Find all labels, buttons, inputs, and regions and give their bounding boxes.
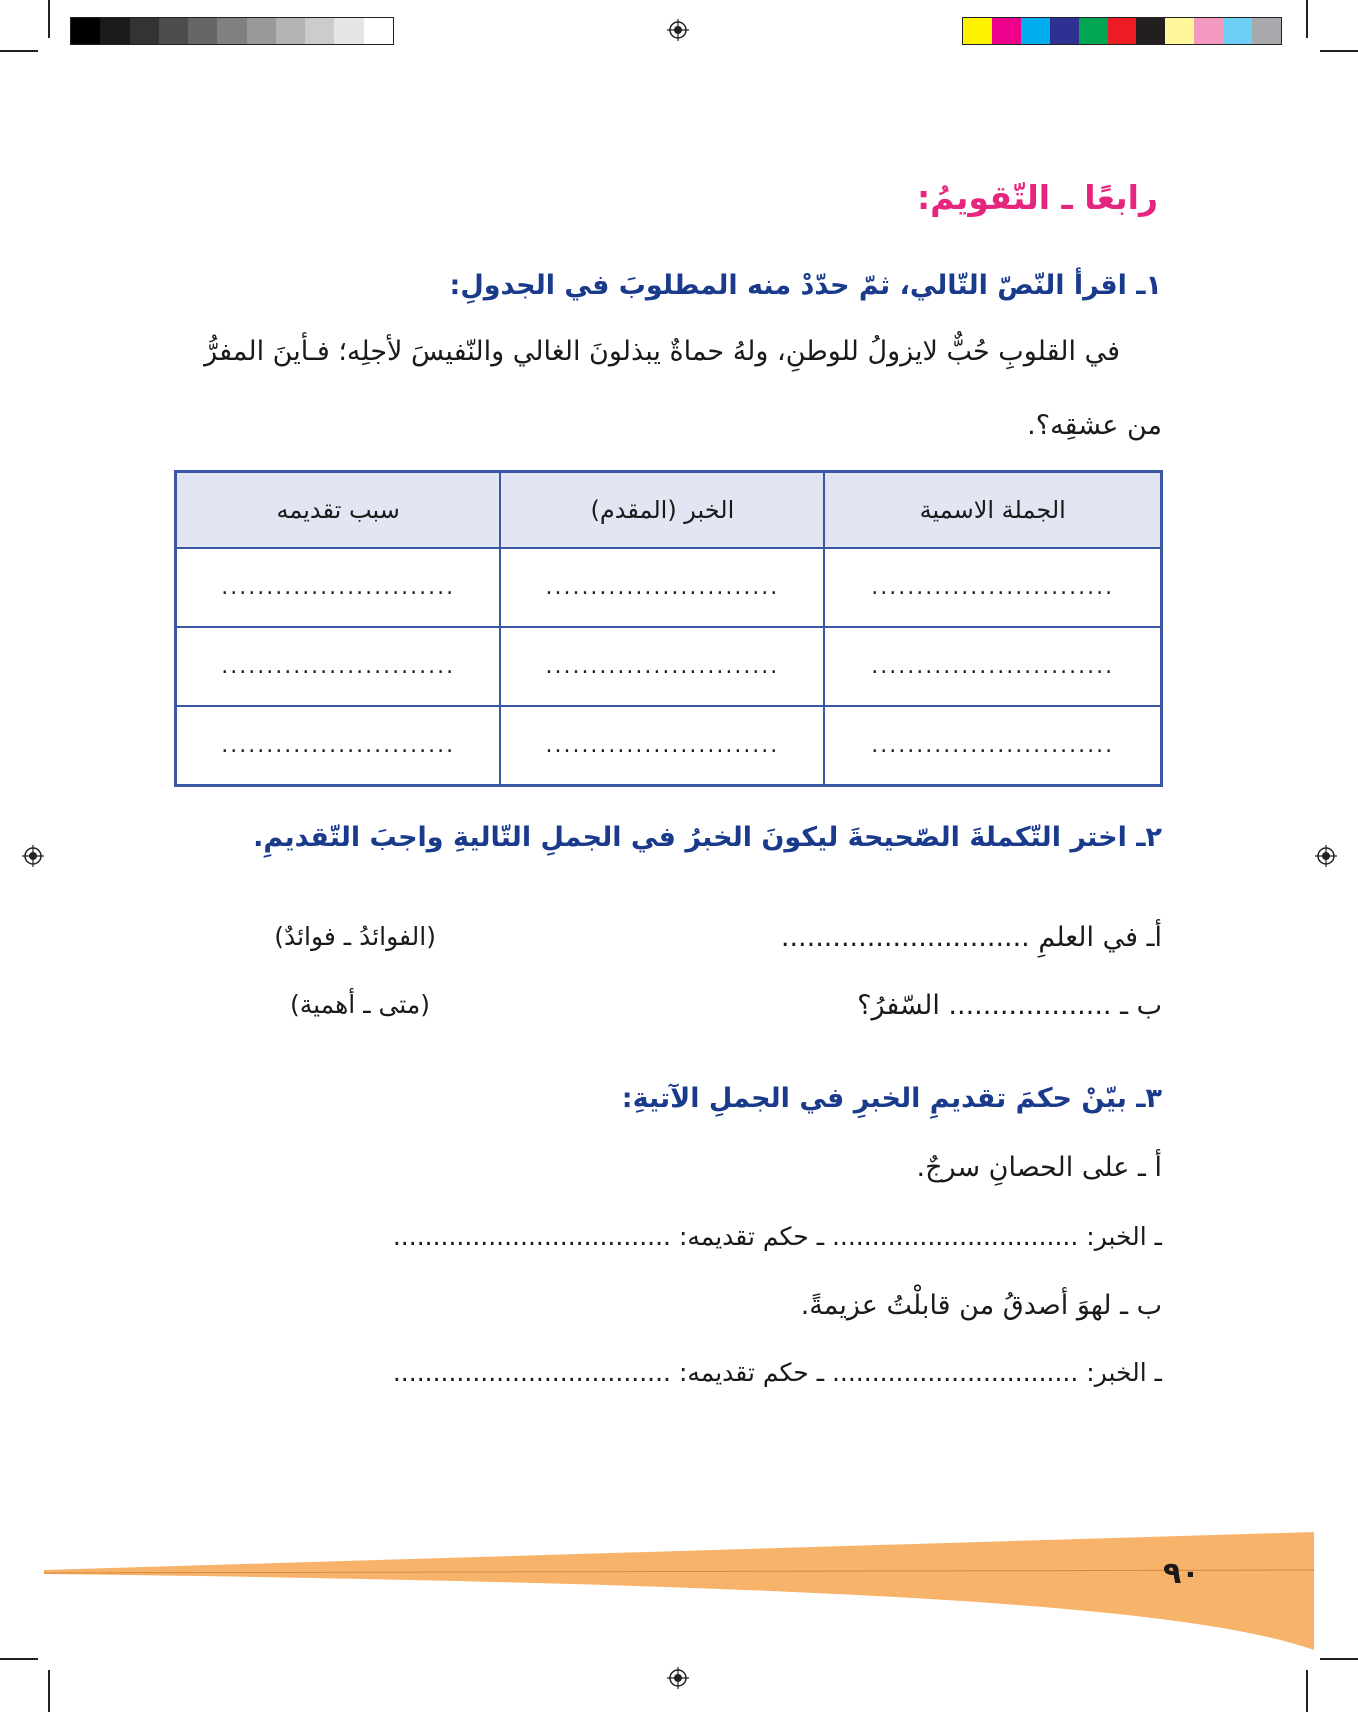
- color-swatch: [364, 18, 393, 44]
- question-3-heading: ٣ـ بيّنْ حكمَ تقديمِ الخبرِ في الجملِ الآتيةِ:: [621, 1083, 1162, 1114]
- answer-blank[interactable]: ..........................: [176, 548, 501, 627]
- answer-blank[interactable]: ...........................: [824, 627, 1161, 706]
- table-header-cell: سبب تقديمه: [176, 472, 501, 549]
- question-3a-text: أ ـ على الحصانِ سرجٌ.: [916, 1152, 1162, 1183]
- footer-decorative-band: [0, 1520, 1358, 1650]
- table-row: [176, 706, 1162, 786]
- color-swatch: [334, 18, 363, 44]
- crop-mark: [0, 50, 38, 52]
- crop-mark: [1320, 50, 1358, 52]
- color-swatch: [159, 18, 188, 44]
- question-1-text-line-2: من عشقِه؟.: [1027, 410, 1162, 441]
- crop-mark: [1306, 0, 1308, 38]
- question-3a-answer-line[interactable]: ـ الخبر: ............................... ـ حكم تقديمه: ...................................: [392, 1222, 1162, 1251]
- table-row: [176, 548, 1162, 627]
- color-calibration-bar: [962, 17, 1282, 45]
- crop-mark: [0, 1658, 38, 1660]
- page-number: ٩٠: [1163, 1556, 1200, 1591]
- color-swatch: [992, 18, 1021, 44]
- color-swatch: [305, 18, 334, 44]
- crop-mark: [48, 1670, 50, 1712]
- color-swatch: [1194, 18, 1223, 44]
- crop-mark: [1320, 1658, 1358, 1660]
- analysis-table: [174, 470, 1163, 787]
- question-2b-text: ب ـ ................... السّفرُ؟: [857, 990, 1162, 1021]
- question-3b-text: ب ـ لهوَ أصدقُ من قابلْتُ عزيمةً.: [800, 1290, 1162, 1321]
- table-header-cell: الخبر (المقدم): [500, 472, 824, 549]
- answer-blank[interactable]: ..........................: [500, 548, 824, 627]
- answer-blank[interactable]: ...........................: [824, 548, 1161, 627]
- color-swatch: [1021, 18, 1050, 44]
- color-swatch: [71, 18, 100, 44]
- color-swatch: [247, 18, 276, 44]
- registration-mark-icon: [1315, 845, 1337, 867]
- color-swatch: [1165, 18, 1194, 44]
- crop-mark: [48, 0, 50, 38]
- crop-mark: [1306, 1670, 1308, 1712]
- color-swatch: [100, 18, 129, 44]
- color-swatch: [276, 18, 305, 44]
- color-swatch: [188, 18, 217, 44]
- table-header-cell: الجملة الاسمية: [824, 472, 1161, 549]
- table-header-row: [176, 472, 1162, 549]
- color-swatch: [217, 18, 246, 44]
- registration-mark-icon: [22, 845, 44, 867]
- answer-blank[interactable]: ..........................: [176, 706, 501, 786]
- color-swatch: [1050, 18, 1079, 44]
- registration-mark-icon: [667, 19, 689, 41]
- question-2a-text: أـ في العلمِ .............................: [780, 922, 1162, 953]
- section-title: رابعًا ـ التّقويمُ:: [916, 178, 1158, 217]
- answer-blank[interactable]: ...........................: [824, 706, 1161, 786]
- question-1-heading: ١ـ اقرأ النّصّ التّالي، ثمّ حدّدْ منه المطلوبَ في الجدولِ:: [449, 270, 1162, 301]
- answer-blank[interactable]: ..........................: [500, 627, 824, 706]
- answer-blank[interactable]: ..........................: [500, 706, 824, 786]
- question-1-text-line-1: في القلوبِ حُبٌّ لايزولُ للوطنِ، ولهُ حماةٌ يبذلونَ الغالي والنّفيسَ لأجلِه؛ فـأينَ المفرُّ: [204, 336, 1120, 367]
- gray-density-bar: [70, 17, 394, 45]
- color-swatch: [1136, 18, 1165, 44]
- color-swatch: [1108, 18, 1137, 44]
- question-2a-options: (الفوائدُ ـ فوائدٌ): [274, 922, 436, 951]
- answer-blank[interactable]: ..........................: [176, 627, 501, 706]
- table-row: [176, 627, 1162, 706]
- color-swatch: [130, 18, 159, 44]
- question-3b-answer-line[interactable]: ـ الخبر: ............................... ـ حكم تقديمه: ...................................: [392, 1358, 1162, 1387]
- color-swatch: [963, 18, 992, 44]
- question-2-heading: ٢ـ اختر التّكملةَ الصّحيحةَ ليكونَ الخبرُ في الجملِ التّاليةِ واجبَ التّقديمِ.: [253, 822, 1162, 853]
- color-swatch: [1252, 18, 1281, 44]
- color-swatch: [1079, 18, 1108, 44]
- color-swatch: [1223, 18, 1252, 44]
- registration-mark-icon: [667, 1667, 689, 1689]
- question-2b-options: (متى ـ أهمية): [289, 990, 430, 1019]
